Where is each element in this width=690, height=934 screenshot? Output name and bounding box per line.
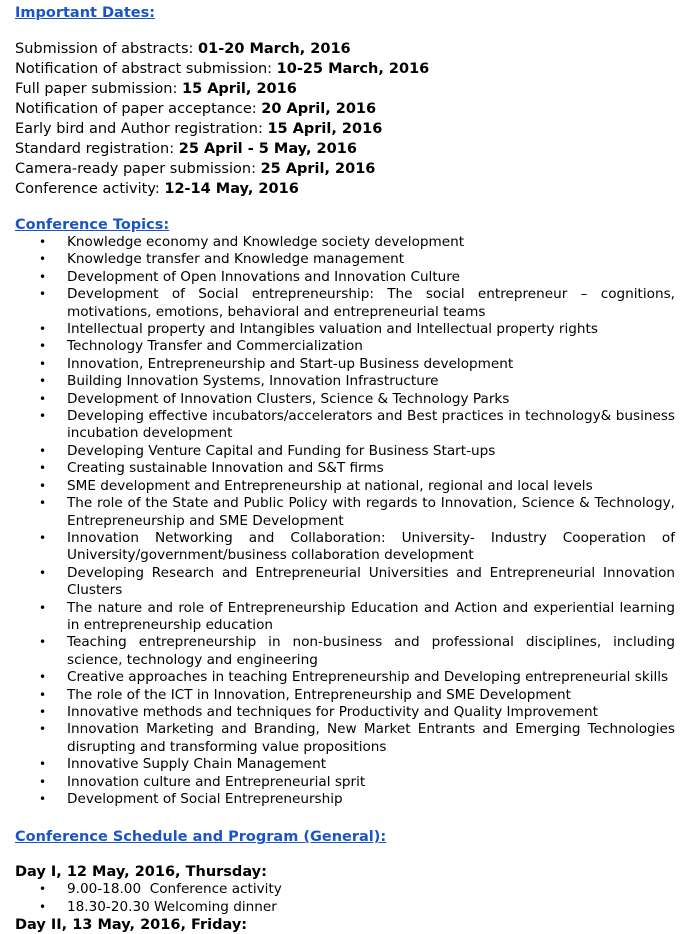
- bullet-icon: •: [39, 322, 47, 337]
- date-value: 25 April - 5 May, 2016: [178, 141, 357, 157]
- important-date-item: [15, 139, 675, 159]
- date-label: Notification of paper acceptance:: [15, 101, 257, 117]
- bullet-icon: •: [39, 687, 47, 702]
- topic-text: The role of the ICT in Innovation, Entrepreneurship and SME Development: [67, 686, 571, 703]
- important-date-item: [15, 179, 675, 199]
- date-value: 12-14 May, 2016: [164, 181, 299, 197]
- conference-topics-list: [15, 234, 675, 808]
- bullet-icon: •: [39, 356, 47, 371]
- date-value: 01-20 March, 2016: [198, 41, 351, 57]
- topic-item: [15, 408, 675, 443]
- topic-item: [15, 687, 675, 704]
- topic-item: [15, 234, 675, 251]
- date-value: 25 April, 2016: [260, 161, 376, 177]
- day-two-title: Day II, 13 May, 2016, Friday:: [15, 917, 248, 934]
- topic-item: [15, 791, 675, 808]
- date-label: Conference activity:: [15, 181, 160, 197]
- date-label: Notification of abstract submission:: [15, 61, 273, 77]
- topic-item: [15, 565, 675, 600]
- topic-item: [15, 443, 675, 460]
- topic-item: [15, 460, 675, 477]
- schedule-text: 9.00-18.00 Conference activity: [67, 881, 282, 898]
- bullet-icon: •: [39, 774, 47, 789]
- topic-text: Knowledge economy and Knowledge society development: [67, 234, 465, 250]
- topic-text: Development of Social Entrepreneurship: [67, 791, 343, 807]
- bullet-icon: •: [39, 461, 47, 476]
- topic-text: Developing Research and Entrepreneurial Universities and Entrepreneurial Innovation Clusters: [67, 564, 675, 599]
- topic-text: Developing effective incubators/accelerators and Best practices in technology& business incubation development: [67, 408, 675, 442]
- bullet-icon: •: [39, 391, 47, 406]
- topic-text: Intellectual property and Intangibles valuation and Intellectual property rights: [67, 321, 598, 338]
- bullet-icon: •: [39, 409, 47, 424]
- topic-text: Innovation Marketing and Branding, New Market Entrants and Emerging Technologies disrupting and transforming value propositions: [67, 721, 675, 755]
- bullet-icon: •: [39, 374, 47, 389]
- date-value: 20 April, 2016: [261, 101, 377, 117]
- important-date-item: [15, 99, 675, 119]
- important-date-item: [15, 159, 675, 179]
- important-date-item: [15, 59, 675, 79]
- topic-item: [15, 338, 675, 355]
- topic-item: [15, 495, 675, 530]
- date-value: 15 April, 2016: [267, 121, 383, 137]
- bullet-icon: •: [39, 757, 47, 772]
- bullet-icon: •: [39, 882, 47, 897]
- schedule-text: 18.30-20.30 Welcoming dinner: [67, 898, 277, 915]
- topic-item: [15, 774, 675, 791]
- bullet-icon: •: [39, 899, 47, 914]
- day-one-schedule-list: [15, 881, 675, 916]
- conference-topics-heading[interactable]: Conference Topics:: [15, 217, 170, 233]
- date-value: 10-25 March, 2016: [276, 61, 430, 77]
- important-date-item: [15, 39, 675, 59]
- topic-item: [15, 251, 675, 268]
- topic-item: [15, 600, 675, 635]
- important-date-item: [15, 119, 675, 139]
- topic-item: [15, 634, 675, 669]
- topic-text: Technology Transfer and Commercialization: [67, 338, 363, 355]
- topic-item: [15, 721, 675, 756]
- bullet-icon: •: [39, 496, 47, 511]
- date-label: Early bird and Author registration:: [15, 121, 263, 137]
- topic-text: Building Innovation Systems, Innovation Infrastructure: [67, 373, 439, 390]
- topic-item: [15, 269, 675, 286]
- topic-text: Development of Open Innovations and Innovation Culture: [67, 268, 460, 285]
- date-label: Submission of abstracts:: [15, 41, 194, 57]
- topic-item: [15, 321, 675, 338]
- bullet-icon: •: [39, 565, 47, 580]
- topic-text: Teaching entrepreneurship in non-business and professional disciplines, including science, technology and engineering: [67, 634, 675, 668]
- topic-item: [15, 756, 675, 773]
- bullet-icon: •: [39, 635, 47, 650]
- day-one-title: Day I, 12 May, 2016, Thursday:: [15, 864, 267, 881]
- bullet-icon: •: [39, 252, 47, 267]
- bullet-icon: •: [39, 670, 47, 685]
- important-date-item: [15, 79, 675, 99]
- bullet-icon: •: [39, 269, 47, 284]
- topic-text: SME development and Entrepreneurship at national, regional and local levels: [67, 477, 593, 494]
- bullet-icon: •: [39, 792, 47, 806]
- topic-item: [15, 530, 675, 565]
- topic-text: Development of Social entrepreneurship: The social entrepreneur – cognitions, motivations, emotions, behavioral and entrepreneurial teams: [67, 286, 675, 320]
- topic-text: The nature and role of Entrepreneurship Education and Action and experiential learning in entrepreneurship education: [67, 599, 675, 633]
- bullet-icon: •: [39, 478, 47, 493]
- topic-text: Innovative Supply Chain Management: [67, 756, 327, 773]
- bullet-icon: •: [39, 600, 47, 615]
- schedule-heading[interactable]: Conference Schedule and Program (General):: [15, 829, 387, 846]
- document-page: [15, 4, 675, 934]
- topic-item: [15, 373, 675, 390]
- schedule-item: [15, 899, 675, 917]
- date-label: Camera-ready paper submission:: [15, 161, 256, 177]
- topic-item: [15, 478, 675, 495]
- topic-text: Knowledge transfer and Knowledge management: [67, 251, 405, 268]
- topic-text: Innovation Networking and Collaboration: University- Industry Cooperation of University/government/business collaboration development: [67, 529, 675, 564]
- bullet-icon: •: [39, 722, 47, 737]
- topic-item: [15, 356, 675, 373]
- topic-item: [15, 669, 675, 686]
- topic-text: Innovative methods and techniques for Productivity and Quality Improvement: [67, 703, 598, 720]
- topic-item: [15, 286, 675, 321]
- bullet-icon: •: [39, 704, 47, 719]
- date-value: 15 April, 2016: [181, 81, 297, 97]
- bullet-icon: •: [39, 235, 47, 249]
- important-dates-list: [15, 39, 675, 199]
- important-dates-heading[interactable]: Important Dates:: [15, 5, 156, 21]
- schedule-item: [15, 881, 675, 899]
- bullet-icon: •: [39, 339, 47, 354]
- topic-text: Development of Innovation Clusters, Science & Technology Parks: [67, 390, 510, 407]
- bullet-icon: •: [39, 287, 47, 302]
- topic-text: Developing Venture Capital and Funding for Business Start-ups: [67, 442, 496, 459]
- topic-item: [15, 704, 675, 721]
- topic-text: Creating sustainable Innovation and S&T firms: [67, 460, 384, 477]
- topic-text: The role of the State and Public Policy with regards to Innovation, Science & Technology, Entrepreneurship and SME Development: [67, 495, 675, 529]
- topic-text: Innovation, Entrepreneurship and Start-up Business development: [67, 355, 514, 372]
- topic-text: Innovation culture and Entrepreneurial sprit: [67, 773, 366, 790]
- bullet-icon: •: [39, 530, 47, 545]
- topic-item: [15, 391, 675, 408]
- date-label: Full paper submission:: [15, 81, 178, 97]
- topic-text: Creative approaches in teaching Entrepreneurship and Developing entrepreneurial skills: [67, 669, 669, 686]
- date-label: Standard registration:: [15, 141, 175, 157]
- bullet-icon: •: [39, 443, 47, 458]
